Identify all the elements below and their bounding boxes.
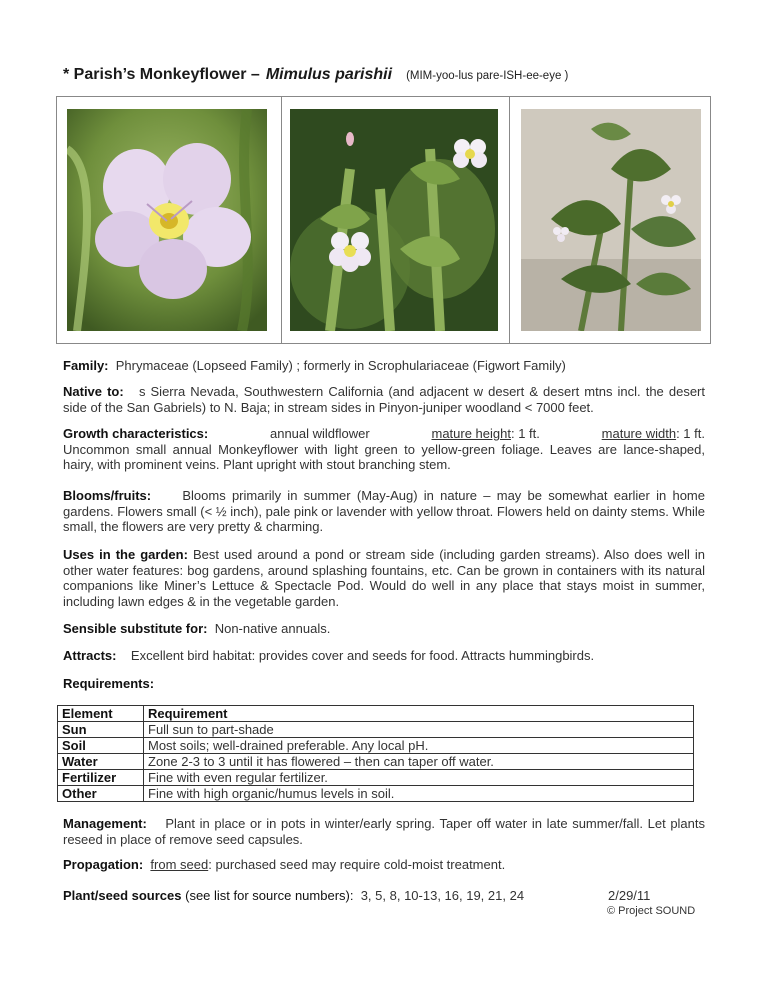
mature-width-value: : 1 ft.	[676, 426, 705, 441]
table-row	[58, 754, 694, 770]
blooms-text: Blooms primarily in summer (May-Aug) in nature – may be somewhat earlier in home gardens. Flowers small (< ½ inch), pale pink or lavender with yellow throat. Flowers held on dainty stems. While small, the flowers are very pretty & charming.	[63, 488, 705, 534]
requirement-value: Full sun to part-shade	[144, 722, 694, 738]
requirements-heading	[63, 676, 705, 692]
table-row	[58, 786, 694, 802]
substitute-section	[63, 621, 705, 637]
propagation-method: from seed	[150, 857, 209, 872]
photo-divider	[281, 97, 282, 343]
requirements-label: Requirements:	[63, 676, 155, 691]
photo-divider	[509, 97, 510, 343]
native-section	[63, 384, 705, 415]
management-text: Plant in place or in pots in winter/early spring. Taper off water in late summer/fall. Let plants reseed in place of remove seed capsules.	[63, 816, 706, 847]
growth-header-row	[63, 426, 705, 442]
scientific-name: Mimulus parishii	[265, 66, 393, 83]
common-name: * Parish’s Monkeyflower –	[63, 66, 260, 83]
sources-section	[63, 888, 603, 904]
mature-height	[431, 426, 539, 442]
pronunciation: (MIM-yoo-lus pare-ISH-ee-eye )	[406, 70, 569, 82]
growth-text: Uncommon small annual Monkeyflower with light green to yellow-green foliage. Leaves are lance-shaped, hairy, with prominent veins. Plant upright with stout branching stem.	[63, 441, 705, 472]
copyright: © Project SOUND	[607, 905, 696, 917]
propagation-label: Propagation:	[63, 857, 144, 872]
growth-label: Growth characteristics:	[63, 426, 209, 441]
requirement-value: Fine with high organic/humus levels in soil.	[144, 786, 694, 802]
table-row	[58, 770, 694, 786]
attracts-section	[63, 648, 705, 664]
substitute-label: Sensible substitute for:	[63, 621, 208, 636]
page-title	[63, 66, 568, 84]
attracts-text: Excellent bird habitat: provides cover and seeds for food. Attracts hummingbirds.	[130, 648, 595, 663]
requirement-element: Other	[58, 786, 144, 802]
management-section	[63, 816, 705, 847]
requirement-element: Sun	[58, 722, 144, 738]
mature-width	[602, 426, 705, 442]
uses-text: Best used around a pond or stream side (including garden streams). Also does well in other water features: bog gardens, around splashing fountains, etc. Can be grown in containers with its natural companions like Miner’s Lettuce & Spectacle Pod. Would do well in any place that stays moist in summer, including lawn edges & in the vegetable garden.	[63, 547, 706, 609]
mature-width-label: mature width	[601, 426, 677, 441]
requirement-value: Most soils; well-drained preferable. Any local pH.	[144, 738, 694, 754]
management-label: Management:	[63, 816, 147, 831]
requirement-element: Water	[58, 754, 144, 770]
growth-habit: annual wildflower	[269, 426, 370, 441]
sources-values: 3, 5, 8, 10-13, 16, 19, 21, 24	[360, 888, 525, 903]
sources-note: (see list for source numbers):	[185, 888, 354, 903]
uses-label: Uses in the garden:	[63, 547, 188, 562]
requirements-table	[57, 705, 694, 802]
revision-date: 2/29/11	[608, 888, 651, 903]
requirement-element: Fertilizer	[58, 770, 144, 786]
flower-closeup-photo	[67, 109, 267, 331]
propagation-text: : purchased seed may require cold-moist treatment.	[208, 857, 506, 872]
family-text: Phrymaceae (Lopseed Family) ; formerly in Scrophulariaceae (Figwort Family)	[115, 358, 566, 373]
table-header-row	[58, 706, 694, 722]
table-row	[58, 738, 694, 754]
header-element: Element	[58, 706, 144, 722]
mature-height-value: : 1 ft.	[510, 426, 540, 441]
native-text: s Sierra Nevada, Southwestern California (and adjacent w desert & desert mtns incl. the desert side of the San Gabriels) to N. Baja; in stream sides in Pinyon-juniper woodland < 7000 feet.	[63, 384, 705, 415]
family-section	[63, 358, 705, 374]
plant-foliage-photo	[521, 109, 701, 331]
blooms-label: Blooms/fruits:	[63, 488, 152, 503]
native-label: Native to:	[63, 384, 124, 399]
requirement-value: Fine with even regular fertilizer.	[144, 770, 694, 786]
family-label: Family:	[63, 358, 109, 373]
substitute-text: Non-native annuals.	[214, 621, 331, 636]
attracts-label: Attracts:	[63, 648, 117, 663]
growth-section	[63, 426, 705, 473]
sources-label: Plant/seed sources	[63, 888, 182, 903]
propagation-section	[63, 857, 705, 873]
photo-strip	[56, 96, 711, 344]
mature-height-label: mature height	[431, 426, 511, 441]
requirement-value: Zone 2-3 to 3 until it has flowered – then can taper off water.	[144, 754, 694, 770]
table-row	[58, 722, 694, 738]
uses-section	[63, 547, 705, 609]
blooms-section	[63, 488, 705, 535]
header-requirement: Requirement	[144, 706, 694, 722]
plant-flowers-photo	[290, 109, 498, 331]
requirement-element: Soil	[58, 738, 144, 754]
